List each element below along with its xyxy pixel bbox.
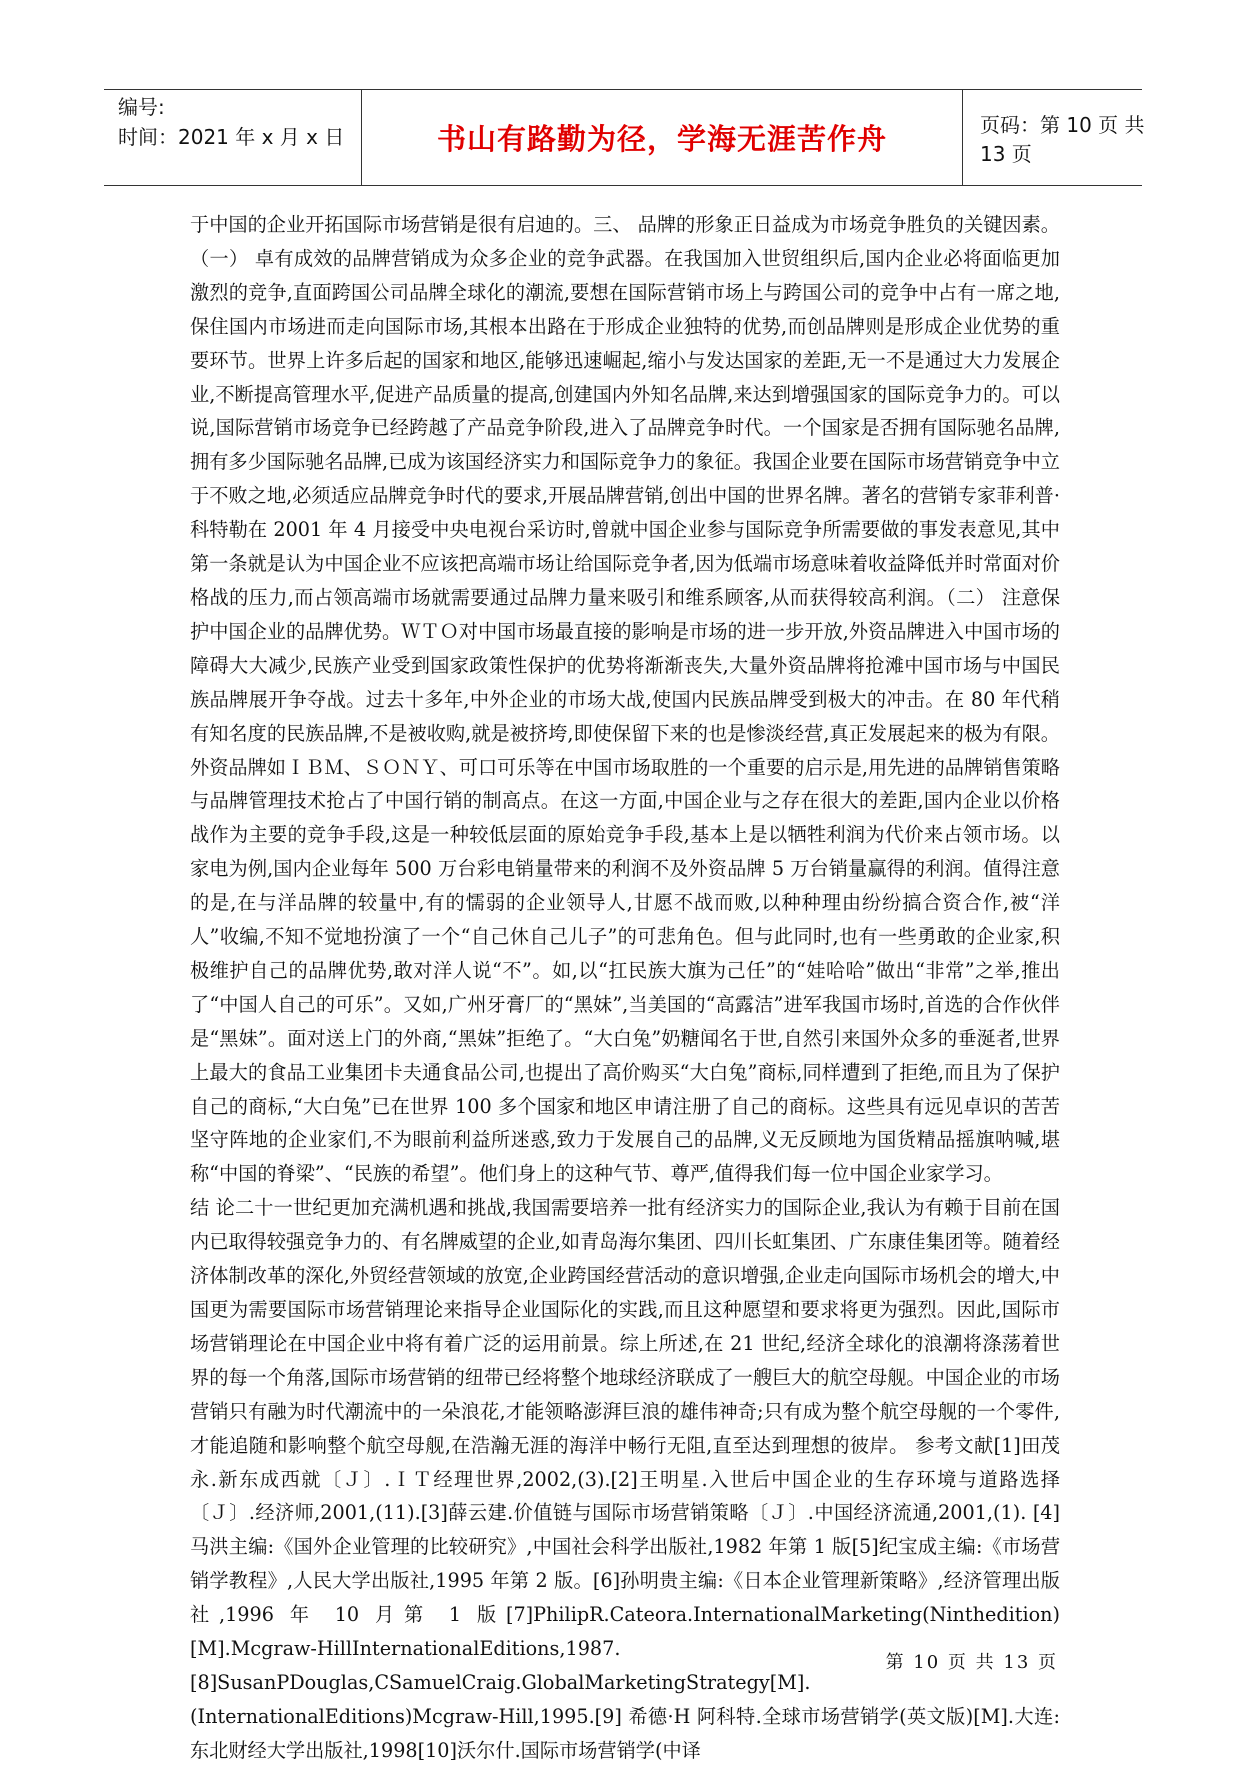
body-paragraph: 结 论二十一世纪更加充满机遇和挑战,我国需要培养一批有经济实力的国际企业,我认为有赖于目前在国内已取得较强竞争力的、有名牌威望的企业,如青岛海尔集团、四川长虹集团、广东康佳集团等。随着经济体制改革的深化,外贸经营领域的放宽,企业跨国经营活动的意识增强,企业走向国际市场机会的增大,中国更为需要国际市场营销理论来指导企业国际化的实践,而且这种愿望和要求将更为强烈。因此,国际市场营销理论在中国企业中将有着广泛的运用前景。综上所述,在 21 世纪,经济全球化的浪潮将涤荡着世界的每一个角落,国际市场营销的纽带已经将整个地球经济联成了一艘巨大的航空母舰。中国企业的市场营销只有融为时代潮流中的一朵浪花,才能领略澎湃巨浪的雄伟神奇;只有成为整个航空母舰的一个零件,才能追随和影响整个航空母舰,在浩瀚无涯的海洋中畅行无阻,直至达到理想的彼岸。 参考文献[1]田茂永.新东成西就〔Ｊ〕.ＩＴ经理世界,2002,(3).[2]王明星.入世后中国企业的生存环境与道路选择〔Ｊ〕.经济师,2001,(11).[3]薛云建.价值链与国际市场营销策略〔Ｊ〕.中国经济流通,2001,(1). [4]马洪主编:《国外企业管理的比较研究》,中国社会科学出版社,1982 年第 1 版[5]纪宝成主编:《市场营销学教程》,人民大学出版社,1995 年第 2 版。[6]孙明贵主编:《日本企业管理新策略》,经济管理出版社,1996 年 10 月第 1 版[7]PhilipR.Cateora.InternationalMarketing(Ninthedition)[M].Mcgraw-HillInternationalEditions,1987.[8]SusanPDouglas,CSamuelCraig.GlobalMarketingStrategy[M].(InternationalEditions)Mcgraw-Hill,1995.[9] 希德·H 阿科特.全球市场营销学(英文版)[M].大连:东北财经大学出版社,1998[10]沃尔什.国际市场营销学(中译: [190, 1196, 1061, 1762]
body-paragraph: 于中国的企业开拓国际市场营销是很有启迪的。三、 品牌的形象正日益成为市场竞争胜负的关键因素。（一） 卓有成效的品牌营销成为众多企业的竞争武器。在我国加入世贸组织后,国内企业必将面临更加激烈的竞争,直面跨国公司品牌全球化的潮流,要想在国际营销市场上与跨国公司的竞争中占有一席之地,保住国内市场进而走向国际市场,其根本出路在于形成企业独特的优势,而创品牌则是形成企业优势的重要环节。世界上许多后起的国家和地区,能够迅速崛起,缩小与发达国家的差距,无一不是通过大力发展企业,不断提高管理水平,促进产品质量的提高,创建国内外知名品牌,来达到增强国家的国际竞争力的。可以说,国际营销市场竞争已经跨越了产品竞争阶段,进入了品牌竞争时代。一个国家是否拥有国际驰名品牌,拥有多少国际驰名品牌,已成为该国经济实力和国际竞争力的象征。我国企业要在国际市场营销竞争中立于不败之地,必须适应品牌竞争时代的要求,开展品牌营销,创出中国的世界名牌。著名的营销专家菲利普·科特勒在 2001 年 4 月接受中央电视台采访时,曾就中国企业参与国际竞争所需要做的事发表意见,其中第一条就是认为中国企业不应该把高端市场让给国际竞争者,因为低端市场意味着收益降低并时常面对价格战的压力,而占领高端市场就需要通过品牌力量来吸引和维系顾客,从而获得较高利润。（二） 注意保护中国企业的品牌优势。ＷＴＯ对中国市场最直接的影响是市场的进一步开放,外资品牌进入中国市场的障碍大大减少,民族产业受到国家政策性保护的优势将渐渐丧失,大量外资品牌将抢滩中国市场与中国民族品牌展开争夺战。过去十多年,中外企业的市场大战,使国内民族品牌受到极大的冲击。在 80 年代稍有知名度的民族品牌,不是被收购,就是被挤垮,即使保留下来的也是惨淡经营,真正发展起来的极为有限。外资品牌如ＩＢＭ、ＳＯＮＹ、可口可乐等在中国市场取胜的一个重要的启示是,用先进的品牌销售策略与品牌管理技术抢占了中国行销的制高点。在这一方面,中国企业与之存在很大的差距,国内企业以价格战作为主要的竞争手段,这是一种较低层面的原始竞争手段,基本上是以牺牲利润为代价来占领市场。以家电为例,国内企业每年 500 万台彩电销量带来的利润不及外资品牌 5 万台销量赢得的利润。值得注意的是,在与洋品牌的较量中,有的懦弱的企业领导人,甘愿不战而败,以种种理由纷纷搞合资合作,被“洋人”收编,不知不觉地扮演了一个“自己休自己儿子”的可悲角色。但与此同时,也有一些勇敢的企业家,积极维护自己的品牌优势,敢对洋人说“不”。如,以“扛民族大旗为己任”的“娃哈哈”做出“非常”之举,推出了“中国人自己的可乐”。又如,广州牙膏厂的“黑妹”,当美国的“高露洁”进军我国市场时,首选的合作伙伴是“黑妹”。面对送上门的外商,“黑妹”拒绝了。“大白兔”奶糖闻名于世,自然引来国外众多的垂涎者,世界上最大的食品工业集团卡夫通食品公司,也提出了高价购买“大白兔”商标,同样遭到了拒绝,而且为了保护自己的商标,“大白兔”已在世界 100 多个国家和地区申请注册了自己的商标。这些具有远见卓识的苦苦坚守阵地的企业家们,不为眼前利益所迷惑,致力于发展自己的品牌,义无反顾地为国货精品摇旗呐喊,堪称“中国的脊梁”、“民族的希望”。他们身上的这种气节、尊严,值得我们每一位中国企业家学习。: [190, 213, 1060, 1186]
header-meta: [118, 90, 357, 187]
header-page-info: 页码：第 10 页 共 13 页: [980, 112, 1145, 166]
document-body: [190, 208, 1060, 1768]
page-footer: 第 10 页 共 13 页: [885, 1652, 1058, 1673]
page-header: [104, 89, 1145, 186]
header-motto: 书山有路勤为径，学海无涯苦作舟: [361, 90, 963, 185]
time-label: 时间：2021 年 x 月 x 日: [118, 125, 345, 149]
number-label: 编号:: [118, 95, 165, 119]
